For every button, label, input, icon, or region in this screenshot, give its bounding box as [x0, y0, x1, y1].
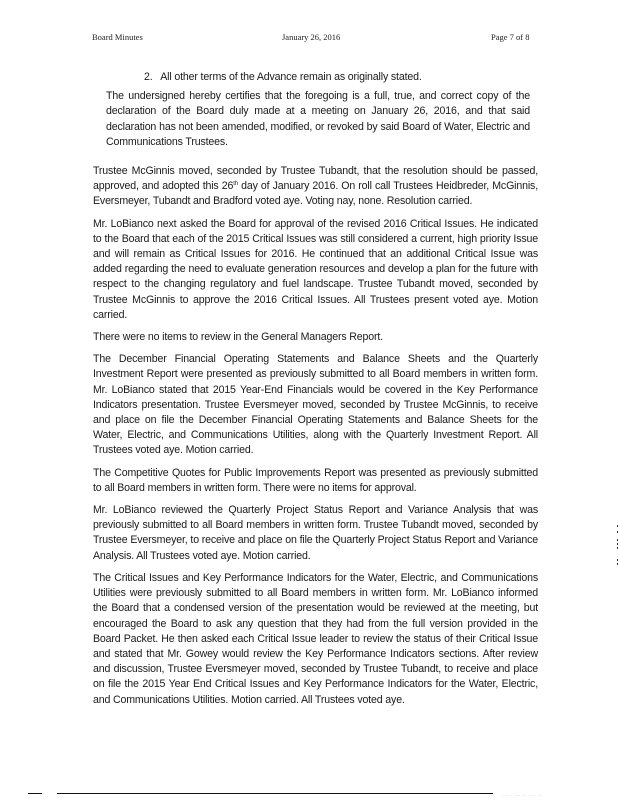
- header-meeting-date: January 26, 2016: [282, 32, 341, 42]
- header-document-title: Board Minutes: [92, 32, 143, 42]
- margin-marks: [617, 525, 619, 585]
- general-managers-report-paragraph: There were no items to review in the General Managers Report.: [93, 331, 383, 344]
- footer-tail-text: . ... ... .. ... ..: [502, 792, 543, 797]
- project-status-paragraph: Mr. LoBianco reviewed the Quarterly Project Status Report and Variance Analysis that was previously submitted to all Board members in written form. Trustee Tubandt moved, seconded by Trustee Eversmeyer, to receive and place on file the Quarterly Project Status Report and Variance Analysis. All Trustees voted aye. Motion carried.: [93, 504, 538, 562]
- list-item: [144, 70, 538, 85]
- footer-rule: [57, 793, 493, 794]
- resolution-text-part2: day of January 2016. On roll call Trustees Heidbreder, McGinnis, Eversmeyer, Tubandt and Bradford voted aye. Voting nay, none. Resolution carried.: [93, 180, 538, 208]
- competitive-quotes-paragraph: The Competitive Quotes for Public Improvements Report was presented as previously submitted to all Board members in written form. There were no items for approval.: [93, 466, 538, 494]
- certification-paragraph: The undersigned hereby certifies that the foregoing is a full, true, and correct copy of the declaration of the Board duly made at a meeting on January 26, 2016, and that said declaration has not been amended, modified, or revoked by said Board of Water, Electric and Communications Trustees.: [106, 90, 530, 148]
- financial-statements-paragraph: The December Financial Operating Statements and Balance Sheets and the Quarterly Investment Report were presented as previously submitted to all Board members in written form. Mr. LoBianco stated that 2015 Year-End Financials would be covered in the Key Performance Indicators presentation. Trustee Eversmeyer moved, seconded by Trustee McGinnis, to receive and place on file the December Financial Operating Statements and Balance Sheets for the Water, Electric, and Communications Utilities, along with the Quarterly Investment Report. All Trustees voted aye. Motion carried.: [93, 353, 538, 457]
- resolution-text-part1: Trustee McGinnis moved, seconded by Trustee Tubandt, that the resolution should be passed, approved, and adopted this 26: [93, 165, 538, 193]
- page-header: [0, 32, 620, 46]
- ordinal-suffix: th: [233, 181, 238, 188]
- minutes-body: [93, 70, 538, 715]
- kpi-review-paragraph: The Critical Issues and Key Performance Indicators for the Water, Electric, and Communications Utilities were previously submitted to all Board members in written form. Mr. LoBianco informed the Board that a condensed version of the presentation would be reviewed at the meeting, but encouraged the Board to ask any question that they had from the full version provided in the Board Packet. He then asked each Critical Issue leader to review the status of their Critical Issue and stated that Mr. Gowey would review the Key Performance Indicators sections. After review and discussion, Trustee Eversmeyer moved, seconded by Trustee Tubandt, to receive and place on file the 2015 Year End Critical Issues and Key Performance Indicators for the Water, Electric, and Communications Utilities. Motion carried. All Trustees voted aye.: [93, 571, 538, 706]
- header-page-number: Page 7 of 8: [491, 32, 530, 42]
- footer-dash: [28, 793, 42, 794]
- critical-issues-approval-paragraph: Mr. LoBianco next asked the Board for approval of the revised 2016 Critical Issues. He indicated to the Board that each of the 2015 Critical Issues was still considered a current, high priority Issue and will remain as Critical Issues for 2016. He continued that an additional Critical Issue was added regarding the need to evaluate generation resources and develop a plan for the future with respect to the changing regulatory and fuel landscape. Trustee Tubandt moved, seconded by Trustee McGinnis to approve the 2016 Critical Issues. All Trustees present voted aye. Motion carried.: [93, 217, 538, 321]
- list-item-text: All other terms of the Advance remain as originally stated.: [160, 71, 422, 83]
- resolution-vote-paragraph: [93, 164, 538, 210]
- list-item-number: 2.: [144, 71, 153, 83]
